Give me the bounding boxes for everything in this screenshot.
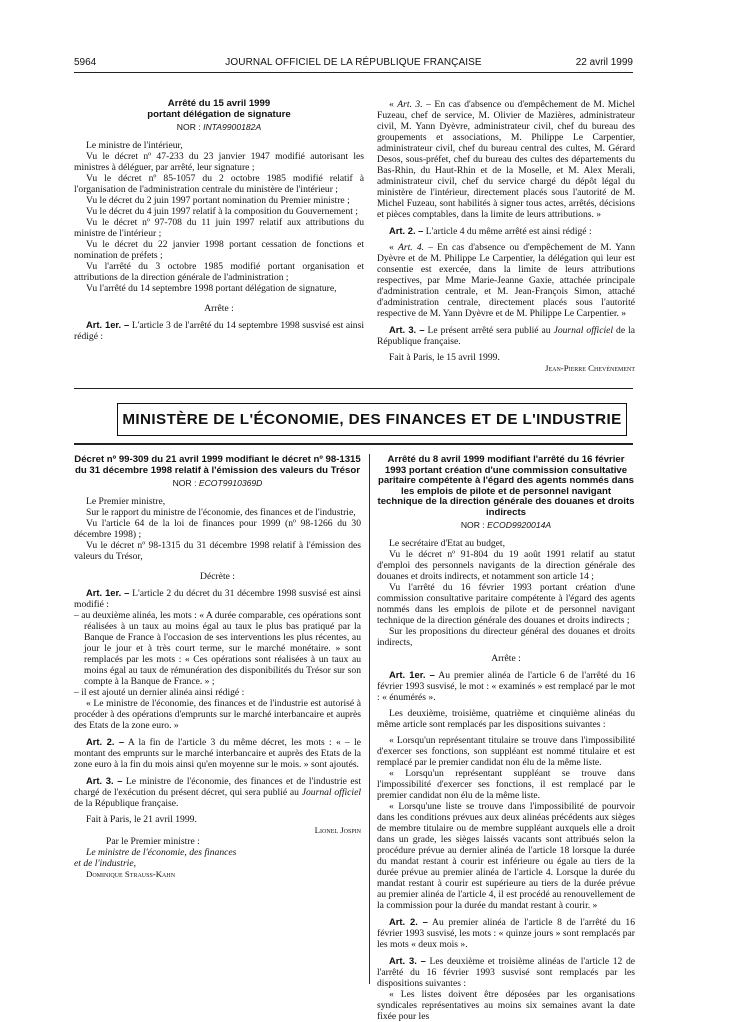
paragraph: Sur les propositions du directeur général des douanes et droits indirects, <box>377 626 635 648</box>
article-label: Art. 2. – <box>389 225 424 236</box>
ministry-banner-text: MINISTÈRE DE L'ÉCONOMIE, DES FINANCES ET DE L'INDUSTRIE <box>122 411 622 428</box>
paragraph: Les deuxième, troisième, quatrième et cinquième alinéas du même article sont remplacés par les dispositions suivantes : <box>377 708 635 730</box>
nor-code: INTA9900182A <box>203 122 262 132</box>
article-label: Art. 2. – <box>86 736 125 747</box>
article-label: Art. 1er. – <box>389 669 435 680</box>
arrete-15-avril-column <box>74 99 364 342</box>
arrete-title: Arrêté du 8 avril 1999 modifiant l'arrêté du 16 février 1993 portant création d'une commission consultative paritaire compétente à l'égard des agents nommés dans les emplois de pilote et de personnel navigant technique de la direction générale des douanes et droits indirects <box>377 454 635 518</box>
ministry-banner <box>117 403 627 436</box>
article-1: Art. 1er. – L'article 2 du décret du 31 décembre 1998 susvisé est ainsi modifié : <box>74 587 361 610</box>
paragraph: Vu le décret nº 47-233 du 23 janvier 1947 modifié autorisant les ministres à déléguer, par arrêté, leur signature ; <box>74 151 364 173</box>
nor-code: ECOT9910369D <box>198 478 263 488</box>
paragraph: Le Premier ministre, <box>86 496 166 507</box>
signature-minister: Dominique Strauss-Kahn <box>86 869 176 879</box>
decret-title: Décret nº 99-309 du 21 avril 1999 modifiant le décret nº 98-1315 du 31 décembre 1998 relatif à l'émission des valeurs du Trésor <box>74 454 361 476</box>
signature-prime-minister: Lionel Jospin <box>314 825 361 835</box>
section-rule <box>74 443 633 445</box>
paragraph: Sur le rapport du ministre de l'économie, des finances et de l'industrie, <box>86 507 356 518</box>
paragraph: Le secrétaire d'Etat au budget, <box>389 538 505 549</box>
paragraph: Vu le décret du 4 juin 1997 relatif à la composition du Gouvernement ; <box>86 206 358 217</box>
article-2: Art. 2. – Au premier alinéa de l'article 8 de l'arrêté du 16 février 1993 susvisé, les mots : « quinze jours » sont remplacés par les mots « deux mois ». <box>377 916 635 950</box>
minister-title: Le ministre de l'économie, des finances et de l'industrie, <box>74 847 237 869</box>
arrete-title-line1: Arrêté du 15 avril 1999 <box>167 98 271 109</box>
decrete-heading: Décrète : <box>200 571 235 582</box>
article-label: Art. 2. – <box>389 916 428 927</box>
article-3: Art. 3. – Le présent arrêté sera publié au Journal officiel de la République française. <box>377 324 635 347</box>
article-4-quote: « Art. 4. – En cas d'absence ou d'empêchement de M. Yann Dyèvre et de M. Philippe Le Carpentier, la délégation qui leur est consentie est exercée, dans la limite de leurs attributions respectives, par Mme Marie-Jeanne Gaxie, attachée principale d'administration centrale, et M. Jean-François Simon, attaché d'administration centrale, directement placés sous l'autorité respective de M. Yann Dyèvre et de M. Philippe Le Carpentier. » <box>377 242 635 319</box>
paragraph: Vu le décret nº 97-708 du 11 juin 1997 relatif aux attributions du ministre de l'intérieur ; <box>74 217 364 239</box>
paragraph: Vu le décret nº 91-804 du 19 août 1991 relatif au statut d'emploi des personnels navigants de la direction générale des douanes et droits indirects, et notamment son article 14 ; <box>377 549 635 582</box>
paragraph: Vu le décret du 22 janvier 1998 portant cessation de fonctions et nomination de préfets ; <box>74 239 364 261</box>
header-rule <box>74 72 633 73</box>
article-label: Art. 1er. – <box>86 319 130 330</box>
article-3: Art. 3. – Les deuxième et troisième alinéas de l'article 12 de l'arrêté du 16 février 1993 susvisé sont remplacés par les dispositions suivantes : <box>377 955 635 989</box>
page-header <box>74 57 633 71</box>
arrete-heading: Arrête : <box>491 653 521 664</box>
nor-reference: NOR : ECOD9920014A <box>460 520 552 530</box>
article-3-quote: « Art. 3. – En cas d'absence ou d'empêchement de M. Michel Fuzeau, chef de service, M. Olivier de Mazières, administrateur civil, M. Yann Dyèvre, administrateur civil, chef du bureau des groupements et associations, M. Philippe Le Carpentier, administrateur civil, chef du bureau central des cultes, M. Gérard Desos, sous-préfet, chef du bureau des cultes des départements du Bas-Rhin, du Haut-Rhin et de la Moselle, et M. Alex Merali, administrateur civil, chef du service chargé du dépôt légal du ministère de l'intérieur, directement placés sous l'autorité de M. Michel Fuzeau, sont habilités à signer tous actes, arrêtés, décisions et pièces comptables, dans la limite de leurs attributions. » <box>377 99 635 220</box>
arrete-title-line2: portant délégation de signature <box>147 108 291 120</box>
paragraph: Vu l'arrêté du 16 février 1993 portant création d'une commission consultative paritaire compétente à l'égard des agents nommés dans les emplois de pilote et de personnel navigant technique de la direction générale des douanes et droits indirects ; <box>377 582 635 626</box>
paragraph: « Les listes doivent être déposées par les organisations syndicales représentatives au moins six semaines avant la date fixée pour les <box>377 989 635 1022</box>
article-label: Art. 3. – <box>389 955 426 966</box>
arrete-continuation-column <box>377 99 635 374</box>
article-3: Art. 3. – Le ministre de l'économie, des finances et de l'industrie est chargé de l'exécution du présent décret, qui sera publié au Journal officiel de la République française. <box>74 775 361 809</box>
fait-a-paris: Fait à Paris, le 15 avril 1999. <box>389 352 500 363</box>
article-label: Art. 3. – <box>86 775 123 786</box>
column-separator <box>369 454 370 984</box>
article-1: Art. 1er. – Au premier alinéa de l'article 6 de l'arrêté du 16 février 1993 susvisé, le mot : « examinés » est remplacé par le mot : « énumérés ». <box>377 669 635 703</box>
article-label: Art. 1er. – <box>86 587 130 598</box>
paragraph: Vu l'article 64 de la loi de finances pour 1999 (nº 98-1266 du 30 décembre 1998) ; <box>74 518 361 540</box>
fait-a-paris: Fait à Paris, le 21 avril 1999. <box>86 814 197 825</box>
paragraph: Vu le décret nº 98-1315 du 31 décembre 1998 relatif à l'émission des valeurs du Trésor, <box>74 540 361 562</box>
paragraph: « Lorsqu'un représentant suppléant se trouve dans l'impossibilité d'exercer ses fonctions, il est remplacé par le premier candidat non élu de la même liste. <box>377 768 635 801</box>
article-2: Art. 2. – L'article 4 du même arrêté est ainsi rédigé : <box>389 225 592 237</box>
arrete-8-avril-column <box>377 455 635 1022</box>
list-item: – il est ajouté un dernier alinéa ainsi rédigé : <box>74 687 245 698</box>
list-item: – au deuxième alinéa, les mots : « A durée comparable, ces opérations sont réalisées à un taux au moins égal au taux le plus bas pratiqué par la Banque de France à l'occasion de ses interventions les plus récentes, au jour le jour et à très court terme, sur le marché monétaire. » sont remplacés par les mots : « Ces opérations sont réalisées à un taux au moins égal au taux de rémunération des disponibilités du Trésor sur son compte à la Banque de France. » ; <box>74 610 361 687</box>
par-le-premier-ministre: Par le Premier ministre : <box>106 836 200 847</box>
paragraph: Vu l'arrêté du 3 octobre 1985 modifié portant organisation et attributions de la direction générale de l'administration ; <box>74 261 364 283</box>
nor-code: ECOD9920014A <box>487 520 552 530</box>
article-1: Art. 1er. – L'article 3 de l'arrêté du 14 septembre 1998 susvisé est ainsi rédigé : <box>74 319 364 342</box>
paragraph: Vu l'arrêté du 14 septembre 1998 portant délégation de signature, <box>86 283 337 294</box>
page-number: 5964 <box>74 57 97 68</box>
paragraph: Vu le décret du 2 juin 1997 portant nomination du Premier ministre ; <box>86 195 350 206</box>
issue-date: 22 avril 1999 <box>575 57 633 68</box>
paragraph: « Lorsqu'un représentant titulaire se trouve dans l'impossibilité d'exercer ses fonctions, son suppléant est nommé titulaire et est remplacé par le premier candidat non élu de la même liste. <box>377 735 635 768</box>
nor-reference: NOR : ECOT9910369D <box>172 478 263 488</box>
article-2: Art. 2. – A la fin de l'article 3 du même décret, les mots : « – le montant des emprunts sur le marché interbancaire et auprès des Etats de la zone euro à la fin du mois ainsi qu'en moyenne sur le mois. » sont ajoutés. <box>74 736 361 770</box>
decret-99-309-column <box>74 455 361 880</box>
article-label: Art. 3. – <box>389 324 425 335</box>
nor-reference: NOR : INTA9900182A <box>176 122 262 132</box>
paragraph: Vu le décret nº 85-1057 du 2 octobre 1985 modifié relatif à l'organisation de l'administration centrale du ministère de l'intérieur ; <box>74 173 364 195</box>
paragraph: « Le ministre de l'économie, des finances et de l'industrie est autorisé à procéder à des opérations d'emprunts sur le marché interbancaire et auprès des Etats de la zone euro. » <box>74 698 361 731</box>
journal-title: JOURNAL OFFICIEL DE LA RÉPUBLIQUE FRANÇAISE <box>225 57 482 68</box>
section-rule <box>74 388 633 389</box>
paragraph: « Lorsqu'une liste se trouve dans l'impossibilité de pourvoir dans les conditions prévues aux deux alinéas précédents aux sièges de membre titulaire ou de membre suppléant auxquels elle a droit dans un grade, les sièges laissés vacants sont attribués selon la procédure prévue au dernier alinéa de l'article 18 lorsque la durée du mandat restant à courir est inférieure ou égale au tiers de la durée prévue au premier alinéa de l'article 4. Lorsque la durée du mandat restant à courir est supérieure au tiers de la durée prévue au premier alinéa de l'article 4, il est procédé au renouvellement de la commission pour la durée du mandat restant à courir. » <box>377 801 635 911</box>
signature: Jean-Pierre Chevènement <box>545 363 635 373</box>
paragraph: Le ministre de l'intérieur, <box>86 140 183 151</box>
arrete-heading: Arrête : <box>204 303 234 314</box>
